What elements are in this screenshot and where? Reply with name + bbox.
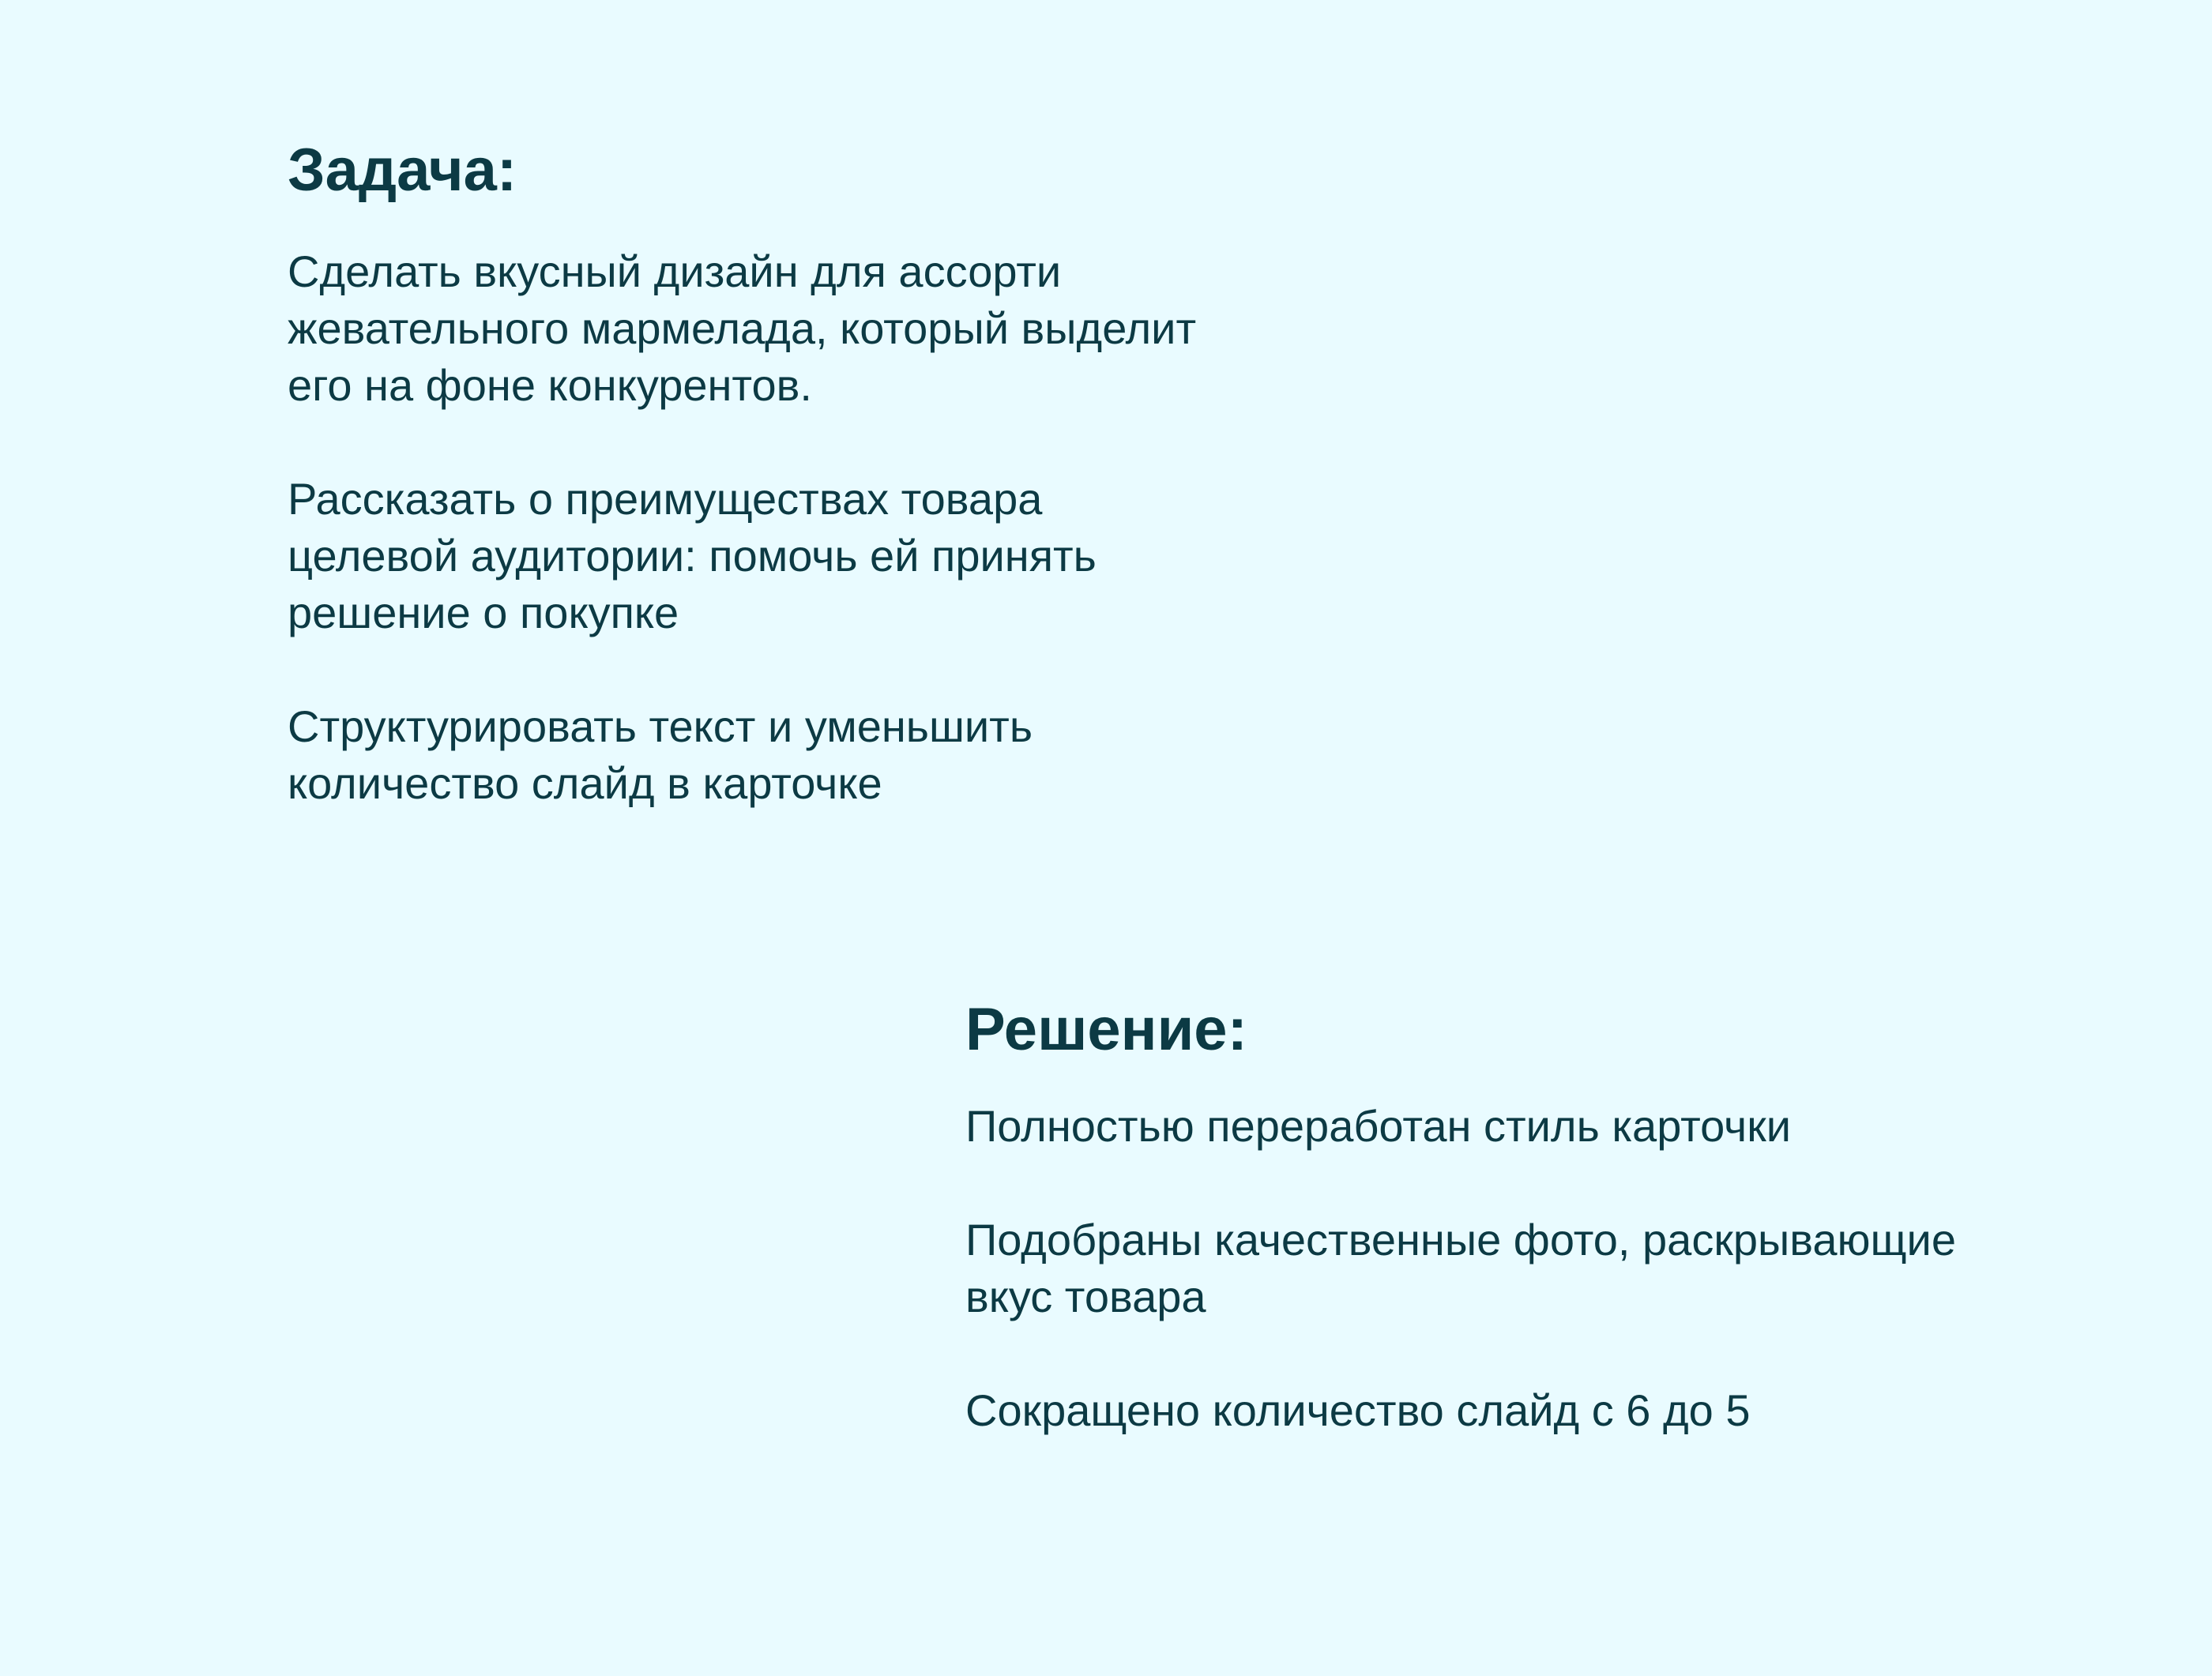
solution-section — [965, 990, 2150, 1439]
solution-paragraph-1: Полностью переработан стиль карточки — [965, 1101, 1791, 1151]
solution-paragraph-3: Сокращено количество слайд с 6 до 5 — [965, 1385, 1751, 1435]
task-paragraph-3: Структурировать текст и уменьшить количество слайд в карточке — [288, 701, 1033, 808]
task-paragraph-2: Рассказать о преимуществах товара целевой аудитории: помочь ей принять решение о покупке — [288, 474, 1097, 637]
task-section — [288, 131, 1394, 812]
task-heading: Задача: — [288, 137, 517, 204]
solution-heading: Решение: — [965, 996, 1247, 1063]
task-paragraph-1: Сделать вкусный дизайн для ассорти жевательного мармелада, который выделит его на фоне конкурентов. — [288, 246, 1197, 410]
solution-paragraph-2: Подобраны качественные фото, раскрывающие вкус товара — [965, 1215, 1956, 1321]
